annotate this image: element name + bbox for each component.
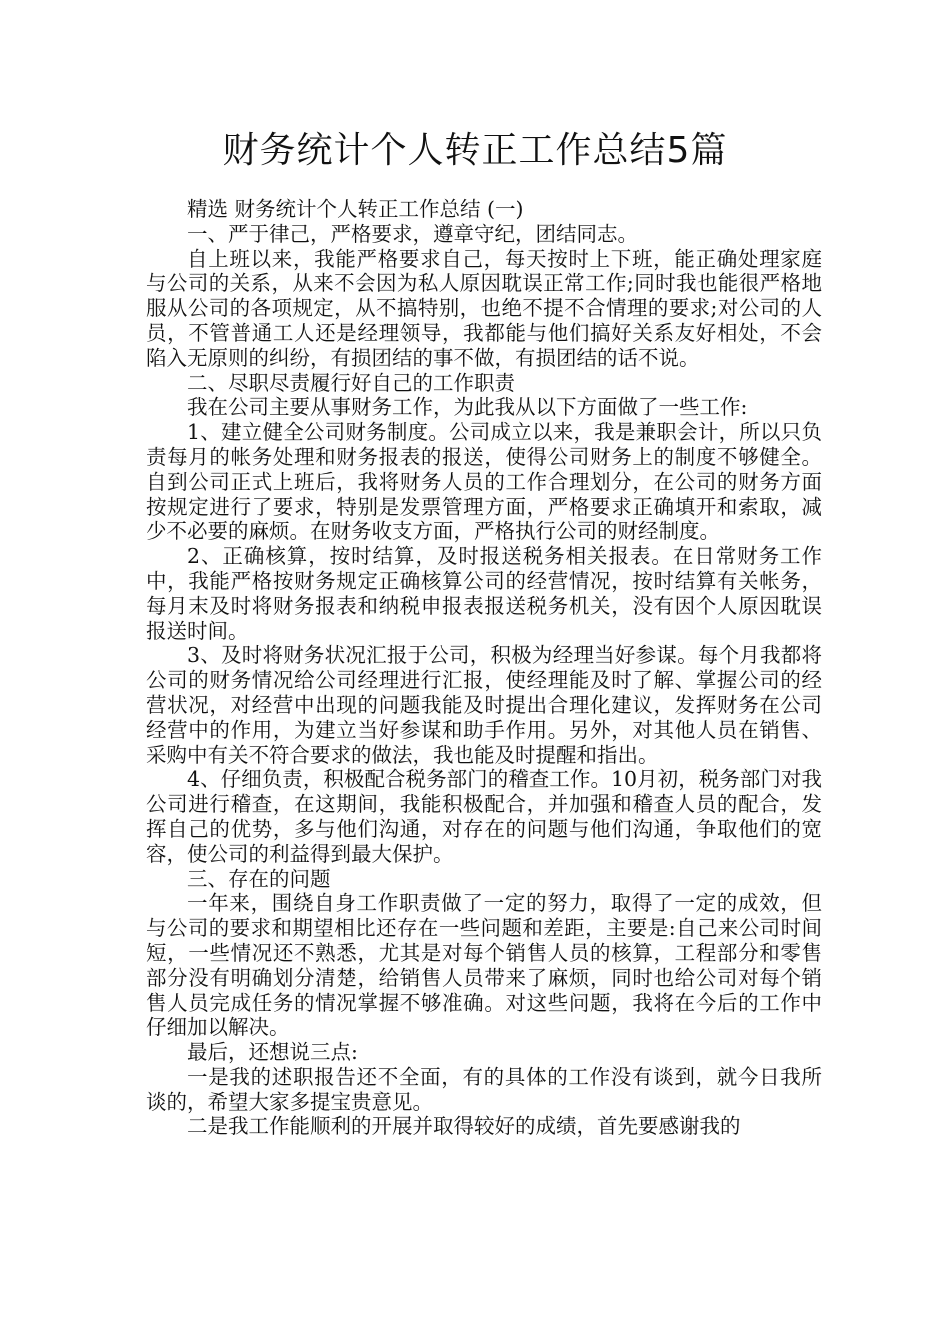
paragraph: 4、仔细负责，积极配合税务部门的稽查工作。10月初，税务部门对我公司进行稽查，在这期间，我能积极配合，并加强和稽查人员的配合，发挥自己的优势，多与他们沟通，对存在的问题与他们沟通，争取他们的宽容，使公司的利益得到最大保护。: [146, 767, 822, 866]
paragraph: 精选 财务统计个人转正工作总结 (一): [187, 197, 524, 221]
paragraph: 三、存在的问题: [187, 866, 331, 891]
paragraph: 二、尽职尽责履行好自己的工作职责: [187, 370, 515, 395]
paragraph: 3、及时将财务状况汇报于公司，积极为经理当好参谋。每个月我都将公司的财务情况给公司经理进行汇报，使经理能及时了解、掌握公司的经营状况，对经营中出现的问题我能及时提出合理化建议，发挥财务在公司经营中的作用，为建立当好参谋和助手作用。另外，对其他人员在销售、采购中有关不符合要求的做法，我也能及时提醒和指出。: [146, 643, 822, 767]
paragraph: 二是我工作能顺利的开展并取得较好的成绩，首先要感谢我的: [187, 1114, 741, 1139]
paragraph: 1、建立健全公司财务制度。公司成立以来，我是兼职会计，所以只负责每月的帐务处理和财务报表的报送，使得公司财务上的制度不够健全。自到公司正式上班后，我将财务人员的工作合理划分，在公司的财务方面按规定进行了要求，特别是发票管理方面，严格要求正确填开和索取，减少不必要的麻烦。在财务收支方面，严格执行公司的财经制度。: [146, 420, 822, 544]
paragraph: 一年来，围绕自身工作职责做了一定的努力，取得了一定的成效，但与公司的要求和期望相比还存在一些问题和差距，主要是:自己来公司时间短，一些情况还不熟悉，尤其是对每个销售人员的核算，工程部分和零售部分没有明确划分清楚，给销售人员带来了麻烦，同时也给公司对每个销售人员完成任务的情况掌握不够准确。对这些问题，我将在今后的工作中仔细加以解决。: [146, 891, 822, 1040]
paragraph: 一是我的述职报告还不全面，有的具体的工作没有谈到，就今日我所谈的，希望大家多提宝贵意见。: [146, 1064, 822, 1114]
document-title: 财务统计个人转正工作总结5篇: [222, 130, 728, 171]
paragraph: 自上班以来，我能严格要求自己，每天按时上下班，能正确处理家庭与公司的关系，从来不会因为私人原因耽误正常工作;同时我也能很严格地服从公司的各项规定，从不搞特别，也绝不提不合情理的要求;对公司的人员，不管普通工人还是经理领导，我都能与他们搞好关系友好相处，不会陷入无原则的纠纷，有损团结的事不做，有损团结的话不说。: [146, 246, 822, 370]
document-body: [146, 197, 822, 1139]
paragraph: 最后，还想说三点:: [187, 1040, 358, 1065]
paragraph: 2、正确核算，按时结算，及时报送税务相关报表。在日常财务工作中，我能严格按财务规定正确核算公司的经营情况，按时结算有关帐务，每月末及时将财务报表和纳税申报表报送税务机关，没有因个人原因耽误报送时间。: [146, 544, 822, 643]
paragraph: 我在公司主要从事财务工作，为此我从以下方面做了一些工作:: [187, 395, 748, 420]
paragraph: 一、严于律己，严格要求，遵章守纪，团结同志。: [187, 221, 638, 246]
